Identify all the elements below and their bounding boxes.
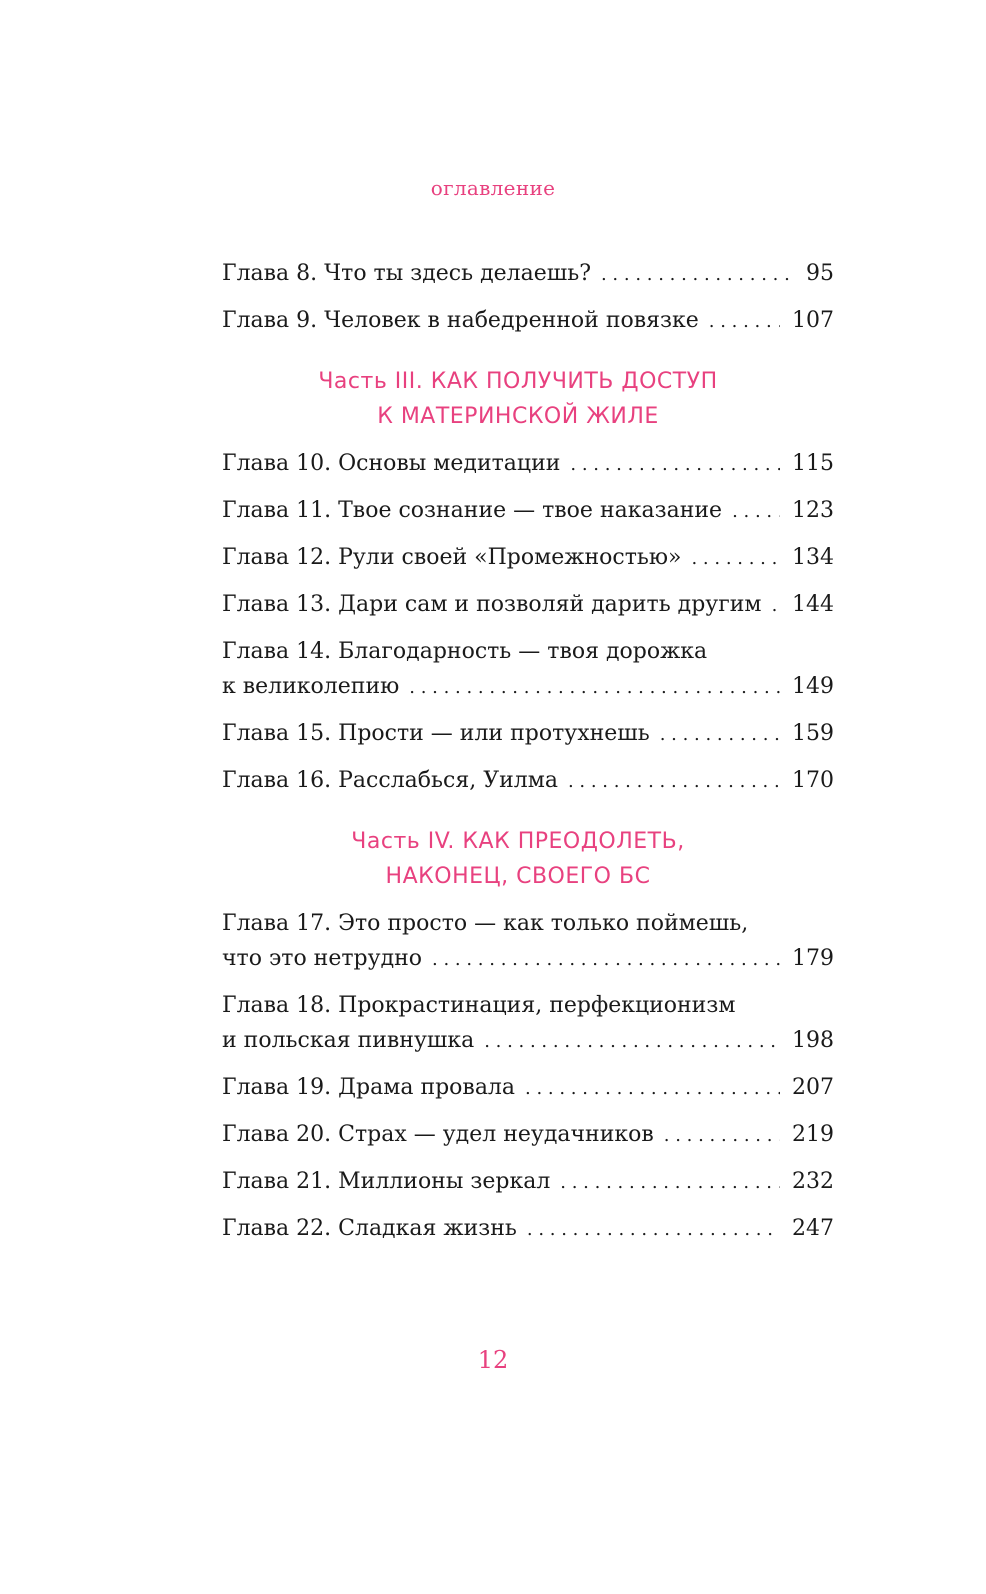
- toc-entry[interactable]: [222, 587, 834, 622]
- toc-entry[interactable]: [222, 256, 834, 291]
- toc-entry[interactable]: [222, 303, 834, 338]
- chapter-title: Глава 16. Расслабься, Уилма: [222, 768, 558, 793]
- toc-entry-row: [222, 1070, 834, 1105]
- page-ref: 149: [792, 674, 834, 699]
- toc-entry-row: [222, 256, 834, 291]
- toc-entry-row: [222, 540, 834, 575]
- page-ref: 115: [792, 451, 834, 476]
- page-ref: 232: [792, 1169, 834, 1194]
- running-head: оглавление: [430, 176, 556, 200]
- dot-leader: [432, 942, 780, 977]
- table-of-contents: [222, 256, 834, 1246]
- toc-entry[interactable]: [222, 988, 834, 1058]
- toc-entry[interactable]: [222, 1164, 834, 1199]
- toc-entry[interactable]: [222, 1211, 834, 1246]
- chapter-title: Глава 18. Прокрастинация, перфекционизм: [222, 993, 736, 1018]
- toc-entry[interactable]: [222, 446, 834, 481]
- toc-entry[interactable]: [222, 540, 834, 575]
- part-heading: [202, 824, 834, 894]
- chapter-title: Глава 10. Основы медитации: [222, 451, 561, 476]
- part-heading-line: К МАТЕРИНСКОЙ ЖИЛЕ: [377, 404, 659, 429]
- page-ref: 247: [792, 1216, 834, 1241]
- chapter-title: Глава 21. Миллионы зеркал: [222, 1169, 551, 1194]
- page-ref: 170: [792, 768, 834, 793]
- toc-entry[interactable]: [222, 763, 834, 798]
- toc-entry-row: [222, 1023, 834, 1058]
- toc-entry[interactable]: [222, 1070, 834, 1105]
- dot-leader: [664, 1118, 780, 1153]
- chapter-title: Глава 22. Сладкая жизнь: [222, 1216, 517, 1241]
- page-ref: 107: [792, 308, 834, 333]
- page-ref: 134: [792, 545, 834, 570]
- dot-leader: [601, 257, 794, 292]
- toc-entry[interactable]: [222, 716, 834, 751]
- chapter-title: Глава 20. Страх — удел неудачников: [222, 1122, 654, 1147]
- chapter-title: Глава 9. Человек в набедренной повязке: [222, 308, 699, 333]
- dot-leader: [568, 764, 780, 799]
- part-heading: [202, 364, 834, 434]
- toc-entry-row: [222, 303, 834, 338]
- dot-leader: [709, 304, 780, 339]
- toc-entry-row: [222, 941, 834, 976]
- chapter-title: к великолепию: [222, 674, 400, 699]
- toc-entry-row: [222, 669, 834, 704]
- chapter-title: Глава 17. Это просто — как только поймешь,: [222, 911, 749, 936]
- toc-entry-row: [222, 1117, 834, 1152]
- dot-leader: [527, 1212, 780, 1247]
- part-heading-line: Часть IV. КАК ПРЕОДОЛЕТЬ,: [351, 829, 685, 854]
- chapter-title: Глава 13. Дари сам и позволяй дарить другим: [222, 592, 762, 617]
- chapter-title: Глава 8. Что ты здесь делаешь?: [222, 261, 591, 286]
- dot-leader: [660, 717, 780, 752]
- page-ref: 207: [792, 1075, 834, 1100]
- page-number: 12: [477, 1346, 509, 1374]
- toc-entry-row: [222, 763, 834, 798]
- toc-entry[interactable]: [222, 1117, 834, 1152]
- toc-entry[interactable]: [222, 634, 834, 704]
- dot-leader: [732, 494, 780, 529]
- dot-leader: [772, 588, 780, 623]
- toc-entry[interactable]: [222, 493, 834, 528]
- dot-leader: [691, 541, 780, 576]
- toc-entry-row: [222, 1164, 834, 1199]
- chapter-title: Глава 15. Прости — или протухнешь: [222, 721, 650, 746]
- chapter-title: что это нетрудно: [222, 946, 423, 971]
- toc-entry-row: [222, 493, 834, 528]
- chapter-title: Глава 11. Твое сознание — твое наказание: [222, 498, 723, 523]
- toc-entry-line: [222, 988, 834, 1023]
- chapter-title: Глава 19. Драма провала: [222, 1075, 516, 1100]
- dot-leader: [560, 1165, 780, 1200]
- toc-entry-line: [222, 634, 834, 669]
- part-heading-line: НАКОНЕЦ, СВОЕГО БС: [385, 864, 651, 889]
- toc-entry[interactable]: [222, 906, 834, 976]
- toc-entry-row: [222, 716, 834, 751]
- page-ref: 144: [792, 592, 834, 617]
- dot-leader: [409, 670, 780, 705]
- dot-leader: [484, 1024, 780, 1059]
- dot-leader: [570, 447, 780, 482]
- toc-entry-row: [222, 587, 834, 622]
- toc-entry-row: [222, 1211, 834, 1246]
- toc-entry-row: [222, 446, 834, 481]
- chapter-title: Глава 12. Рули своей «Промежностью»: [222, 545, 682, 570]
- page-ref: 179: [792, 946, 834, 971]
- dot-leader: [525, 1071, 780, 1106]
- page-ref: 198: [792, 1028, 834, 1053]
- page-ref: 219: [792, 1122, 834, 1147]
- chapter-title: Глава 14. Благодарность — твоя дорожка: [222, 639, 708, 664]
- page-ref: 123: [792, 498, 834, 523]
- page-ref: 95: [806, 261, 834, 286]
- page-ref: 159: [792, 721, 834, 746]
- chapter-title: и польская пивнушка: [222, 1028, 475, 1053]
- part-heading-line: Часть III. КАК ПОЛУЧИТЬ ДОСТУП: [318, 369, 718, 394]
- toc-entry-line: [222, 906, 834, 941]
